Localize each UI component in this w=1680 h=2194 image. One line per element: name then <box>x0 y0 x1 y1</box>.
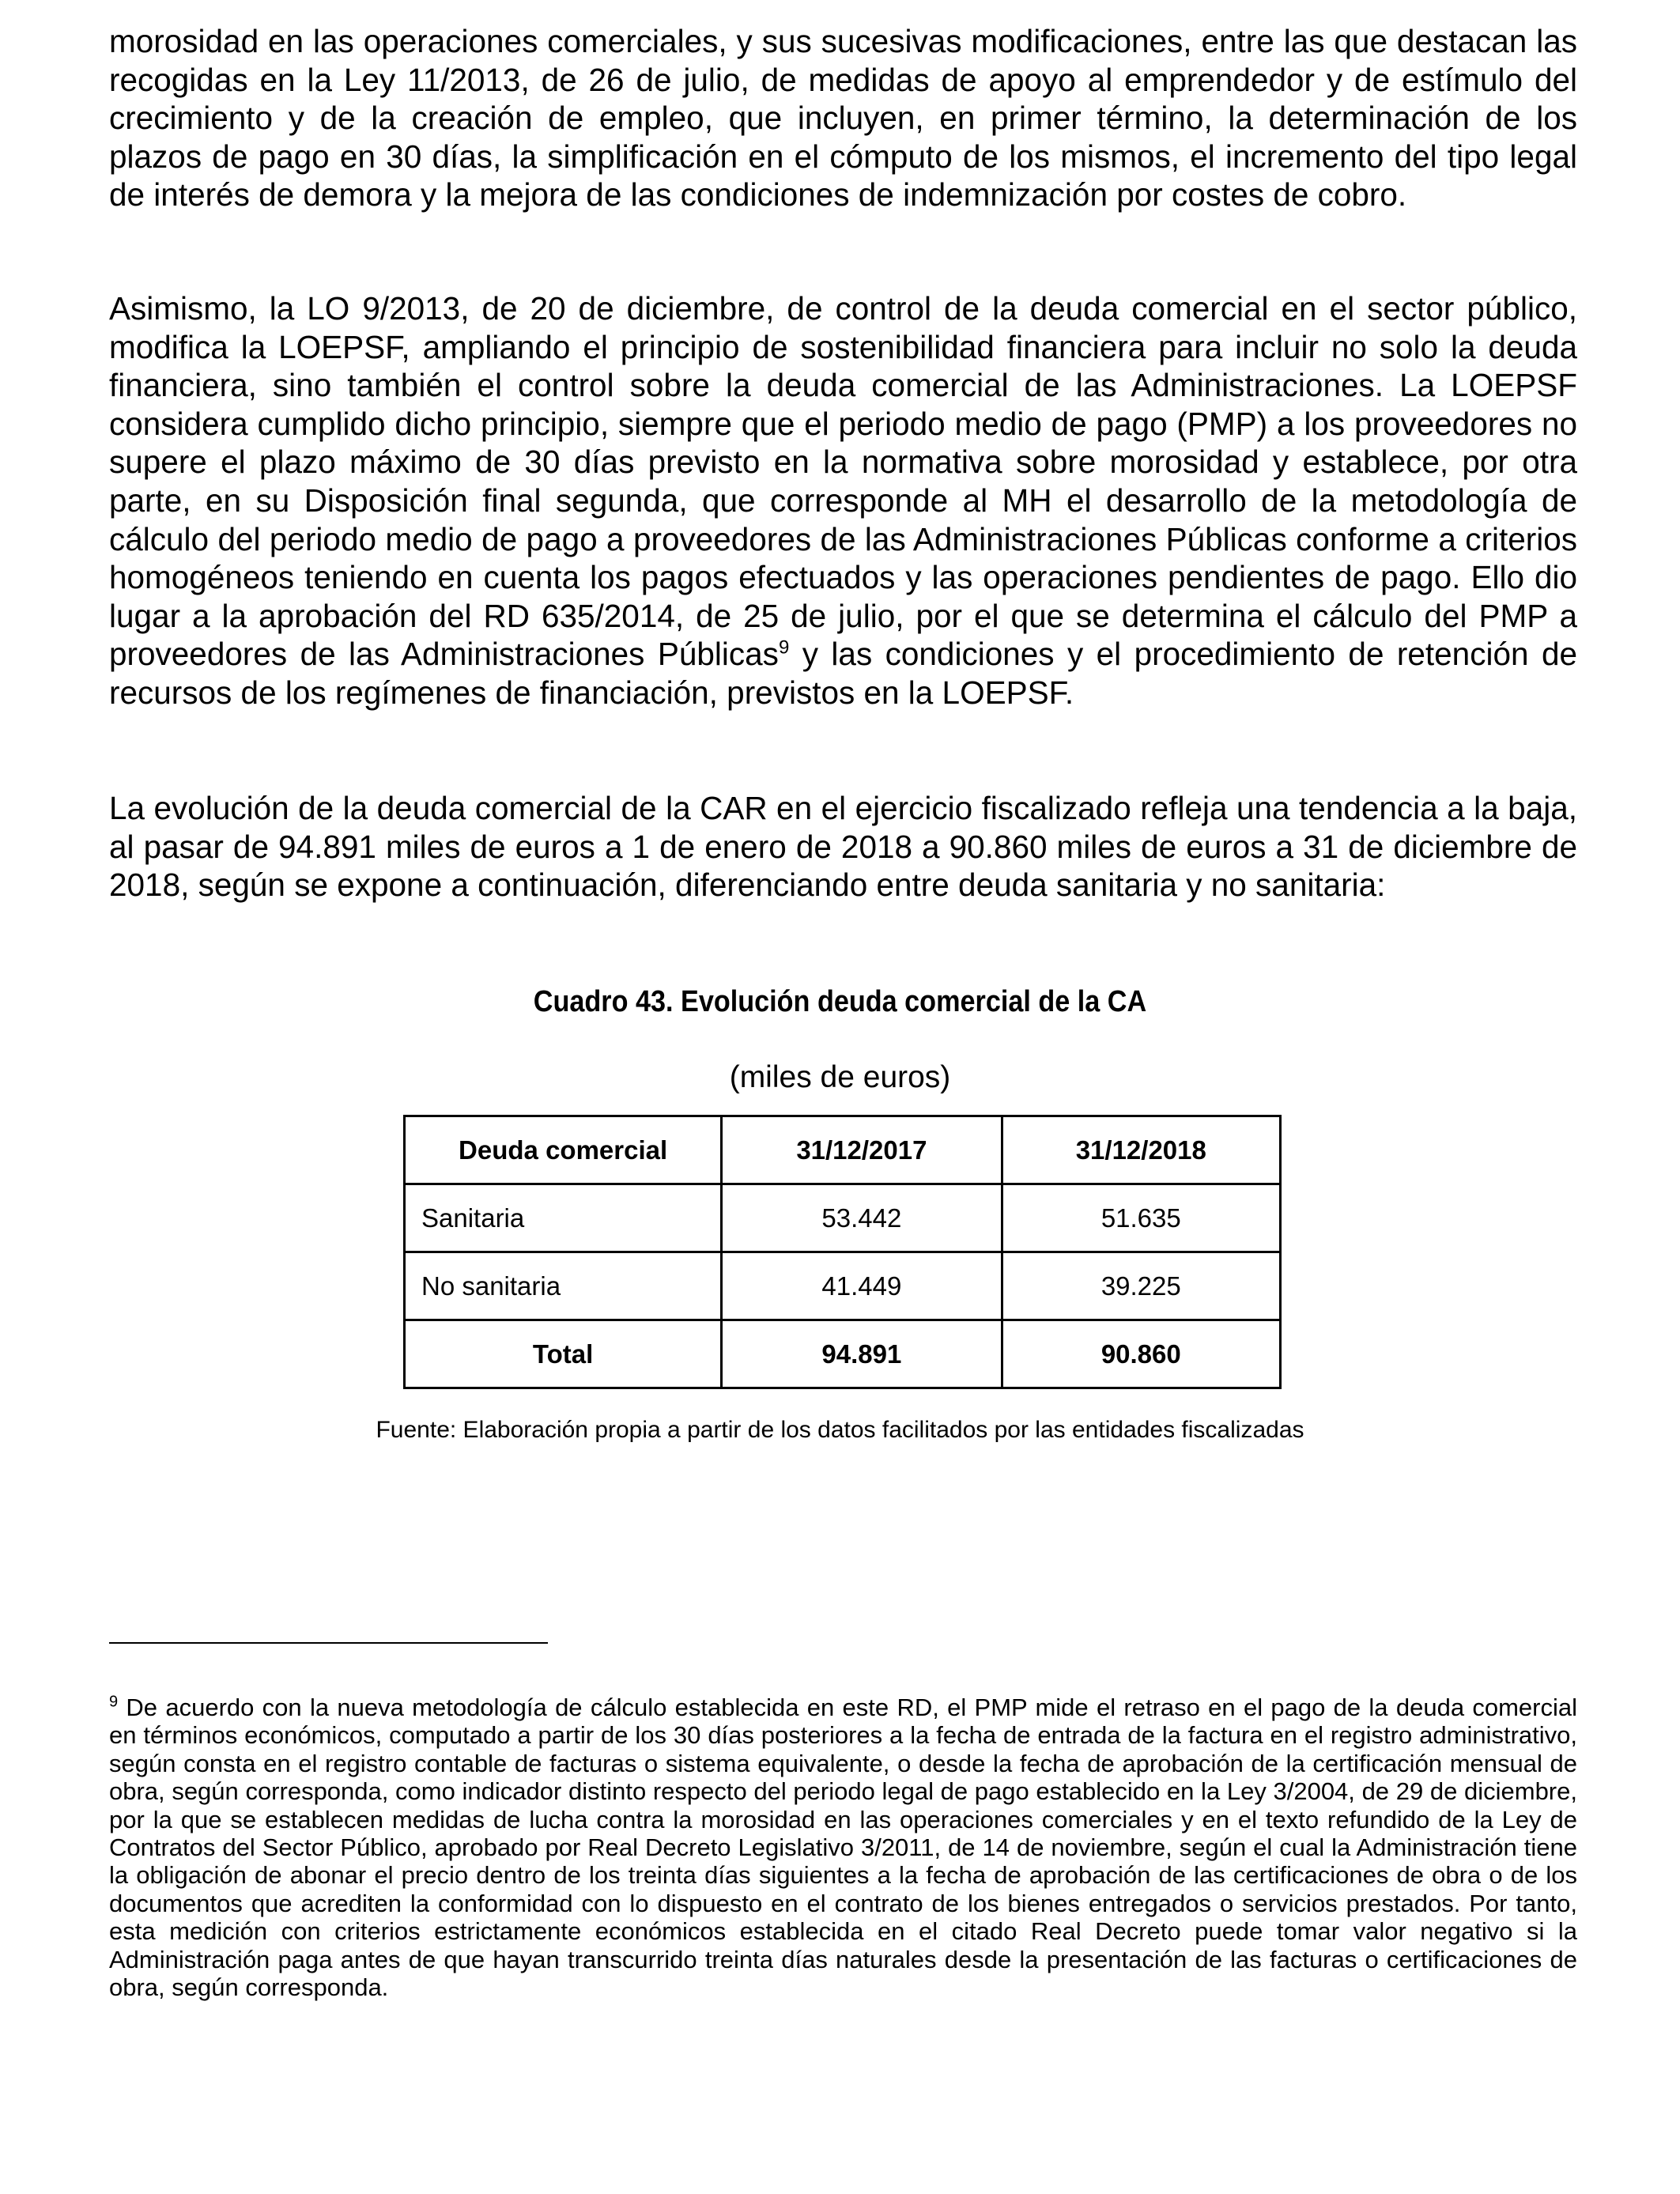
table-source-note: Fuente: Elaboración propia a partir de los datos facilitados por las entidades fiscalizadas <box>376 1417 1304 1443</box>
footnote-number: 9 <box>109 1693 119 1711</box>
total-value-2017: 94.891 <box>722 1320 1002 1388</box>
body-paragraph-3: La evolución de la deuda comercial de la CAR en el ejercicio fiscalizado refleja una tendencia a la baja, al pasar de 94.891 miles de euros a 1 de enero de 2018 a 90.860 miles de euros a 31 de diciembre de 2018, según se expone a continuación, diferenciando entre deuda sanitaria y no sanitaria: <box>109 790 1577 904</box>
table-row <box>405 1184 1281 1252</box>
body-paragraph-2 <box>109 289 1577 712</box>
header-deuda-comercial: Deuda comercial <box>405 1116 722 1184</box>
header-2018: 31/12/2018 <box>1002 1116 1280 1184</box>
total-value-2018: 90.860 <box>1002 1320 1280 1388</box>
table-total-row <box>405 1320 1281 1388</box>
body-paragraph-1: morosidad en las operaciones comerciales, y sus sucesivas modificaciones, entre las que destacan las recogidas en la Ley 11/2013, de 26 de julio, de medidas de apoyo al emprendedor y de estímulo del crecimiento y de la creación de empleo, que incluyen, en primer término, la determinación de los plazos de pago en 30 días, la simplificación en el cómputo de los mismos, el incremento del tipo legal de interés de demora y la mejora de las condiciones de indemnización por costes de cobro. <box>109 23 1577 213</box>
row-value-2017: 41.449 <box>722 1252 1002 1320</box>
total-label: Total <box>405 1320 722 1388</box>
row-value-2018: 51.635 <box>1002 1184 1280 1252</box>
header-2017: 31/12/2017 <box>722 1116 1002 1184</box>
footnote-text: De acuerdo con la nueva metodología de cálculo establecida en este RD, el PMP mide el retraso en el pago de la deuda comercial en términos económicos, computado a partir de los 30 días posteriores a la fecha de entrada de la factura en el registro administrativo, según consta en el registro contable de facturas o sistema equivalente, o desde la fecha de aprobación de la certificación mensual de obra, según corresponda, como indicador distinto respecto del periodo legal de pago establecido en la Ley 3/2004, de 29 de diciembre, por la que se establecen medidas de lucha contra la morosidad en las operaciones comerciales y en el texto refundido de la Ley de Contratos del Sector Público, aprobado por Real Decreto Legislativo 3/2011, de 14 de noviembre, según el cual la Administración tiene la obligación de abonar el precio dentro de los treinta días siguientes a la fecha de aprobación de las certificaciones de obra o de los documentos que acrediten la conformidad con lo dispuesto en el contrato de los bienes entregados o servicios prestados. Por tanto, esta medición con criterios estrictamente económicos establecida en el citado Real Decreto puede tomar valor negativo si la Administración paga antes de que hayan transcurrido treinta días naturales desde la presentación de las facturas o certificaciones de obra, según corresponda. <box>109 1694 1577 2002</box>
footnote-9 <box>109 1694 1577 2001</box>
table-row <box>405 1252 1281 1320</box>
footnote-reference-9[interactable]: 9 <box>778 636 790 659</box>
paragraph-2-text-start: Asimismo, la LO 9/2013, de 20 de diciembre, de control de la deuda comercial en el sector público, modifica la LOEPSF, ampliando el principio de sostenibilidad financiera para incluir no solo la deuda financiera, sino también el control sobre la deuda comercial de las Administraciones. La LOEPSF considera cumplido dicho principio, siempre que el periodo medio de pago (PMP) a los proveedores no supere el plazo máximo de 30 días previsto en la normativa sobre morosidad y establece, por otra parte, en su Disposición final segunda, que corresponde al MH el desarrollo de la metodología de cálculo del periodo medio de pago a proveedores de las Administraciones Públicas conforme a criterios homogéneos teniendo en cuenta los pagos efectuados y las operaciones pendientes de pago. Ello dio lugar a la aprobación del RD 635/2014, de 25 de julio, por el que se determina el cálculo del PMP a proveedores de las Administraciones Públicas <box>109 290 1577 673</box>
row-label: Sanitaria <box>405 1184 722 1252</box>
footnote-separator <box>109 1642 548 1644</box>
table-units: (miles de euros) <box>729 1060 951 1094</box>
row-value-2018: 39.225 <box>1002 1252 1280 1320</box>
debt-table <box>403 1115 1282 1389</box>
table-header-row <box>405 1116 1281 1184</box>
row-label: No sanitaria <box>405 1252 722 1320</box>
paragraph-2-text-end: y las condiciones y el procedimiento de retención de recursos de los regímenes de financiación, previstos en la LOEPSF. <box>109 636 1577 711</box>
table-title: Cuadro 43. Evolución deuda comercial de la CA <box>533 985 1147 1018</box>
row-value-2017: 53.442 <box>722 1184 1002 1252</box>
